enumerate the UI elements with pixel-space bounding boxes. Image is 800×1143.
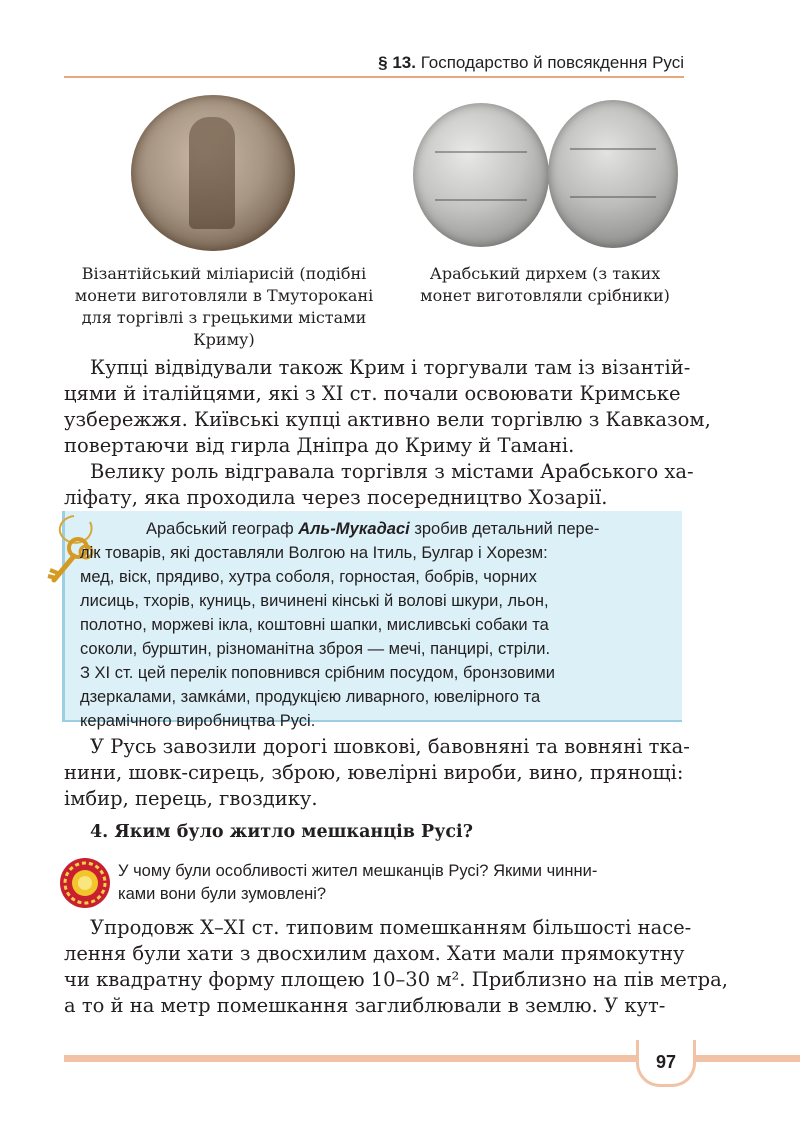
- byzantine-coin-image: [131, 95, 295, 251]
- text-line: полотно, моржеві ікла, коштовні шапки, мисливські собаки та: [80, 616, 549, 634]
- arabic-dirham-obverse-image: [413, 103, 549, 247]
- arabic-coin-caption: [400, 263, 690, 307]
- section-heading: 4. Яким було житло мешканців Русі?: [90, 822, 473, 842]
- question-text: [118, 860, 684, 906]
- coin-inscription: [435, 151, 527, 201]
- info-line-rest: зробив детальний пере-: [409, 520, 600, 538]
- text-line: З XI ст. цей перелік поповнився срібним посудом, бронзовими: [80, 664, 555, 682]
- text-line: Велику роль відгравала торгівля з містами Арабського ха-: [90, 460, 694, 483]
- text-line: керамічного виробництва Русі.: [80, 712, 316, 730]
- text-line: лення були хати з двосхилим дахом. Хати мали прямокутну: [64, 942, 685, 965]
- running-header: [378, 53, 684, 73]
- section-title: Господарство й повсякдення Русі: [420, 53, 684, 72]
- info-box-text: [80, 517, 672, 733]
- caption-line: монети виготовляли в Тмутороканi: [74, 286, 374, 305]
- arabic-dirham-reverse-image: [548, 100, 678, 248]
- text-line: лік товарів, які доставляли Волгою на Ітиль, Булгар і Хорезм:: [80, 544, 548, 562]
- geographer-name: Аль-Мукадасі: [298, 520, 410, 538]
- info-intro: Арабський географ: [146, 520, 299, 538]
- text-line: [80, 517, 672, 541]
- text-line: а то й на метр помешкання заглиблювали в землю. У кут-: [64, 994, 666, 1017]
- header-rule: [64, 76, 684, 78]
- text-line: чи квадратну форму площею 10–30 м². Приблизно на пів метра,: [64, 968, 728, 991]
- caption-line: Арабський дирхем (з таких: [429, 264, 661, 283]
- paragraph-arab-trade: [64, 459, 694, 511]
- paragraph-crimea-trade: [64, 355, 711, 459]
- text-line: соколи, бурштин, різноманітна зброя — мечі, панцирі, стріли.: [80, 640, 551, 658]
- coin-inscription: [570, 148, 656, 198]
- text-line: узбережжя. Київські купці активно вели торгівлю з Кавказом,: [64, 408, 711, 431]
- paragraph-imports: [64, 734, 690, 812]
- page-number: 97: [655, 1052, 677, 1072]
- text-line: ліфату, яка проходила через посередництво Хозарії.: [64, 486, 608, 509]
- byzantine-coin-caption: [64, 263, 384, 351]
- text-line: нини, шовк-сирець, зброю, ювелірні вироби, вино, прянощі:: [64, 761, 684, 784]
- coin-figure: [189, 117, 235, 229]
- text-line: повертаючи від гирла Дніпра до Криму й Тамані.: [64, 434, 575, 457]
- caption-line: для торгівлі з грецькими містами: [81, 308, 367, 327]
- text-line: У Русь завозили дорогі шовкові, бавовняні та вовняні тка-: [90, 735, 690, 758]
- text-line: мед, віск, прядиво, хутра соболя, горностая, бобрів, чорних: [80, 568, 537, 586]
- text-line: Купці відвідували також Крим і торгували там із візантій-: [90, 356, 691, 379]
- caption-line: Криму): [193, 330, 255, 349]
- text-line: ками вони були зумовлені?: [118, 885, 327, 903]
- text-line: лисиць, тхорів, куниць, вичинені кінські й волові шкури, льон,: [80, 592, 549, 610]
- section-number: § 13.: [378, 53, 416, 72]
- caption-line: монет виготовляли срібники): [420, 286, 670, 305]
- text-line: У чому були особливості жител мешканців Русі? Якими чинни-: [118, 862, 598, 880]
- text-line: Упродовж X–XI ст. типовим помешканням більшості насе-: [90, 916, 692, 939]
- ornament-question-icon: [58, 856, 112, 910]
- caption-line: Візантійський міліарисій (подібні: [81, 264, 367, 283]
- text-line: імбир, перець, гвоздику.: [64, 787, 318, 810]
- text-line: цями й італійцями, які з XI ст. почали освоювати Кримське: [64, 382, 681, 405]
- paragraph-dwellings: [64, 915, 728, 1019]
- text-line: дзеркалами, замка́ми, продукцією ливарного, ювелірного та: [80, 688, 541, 706]
